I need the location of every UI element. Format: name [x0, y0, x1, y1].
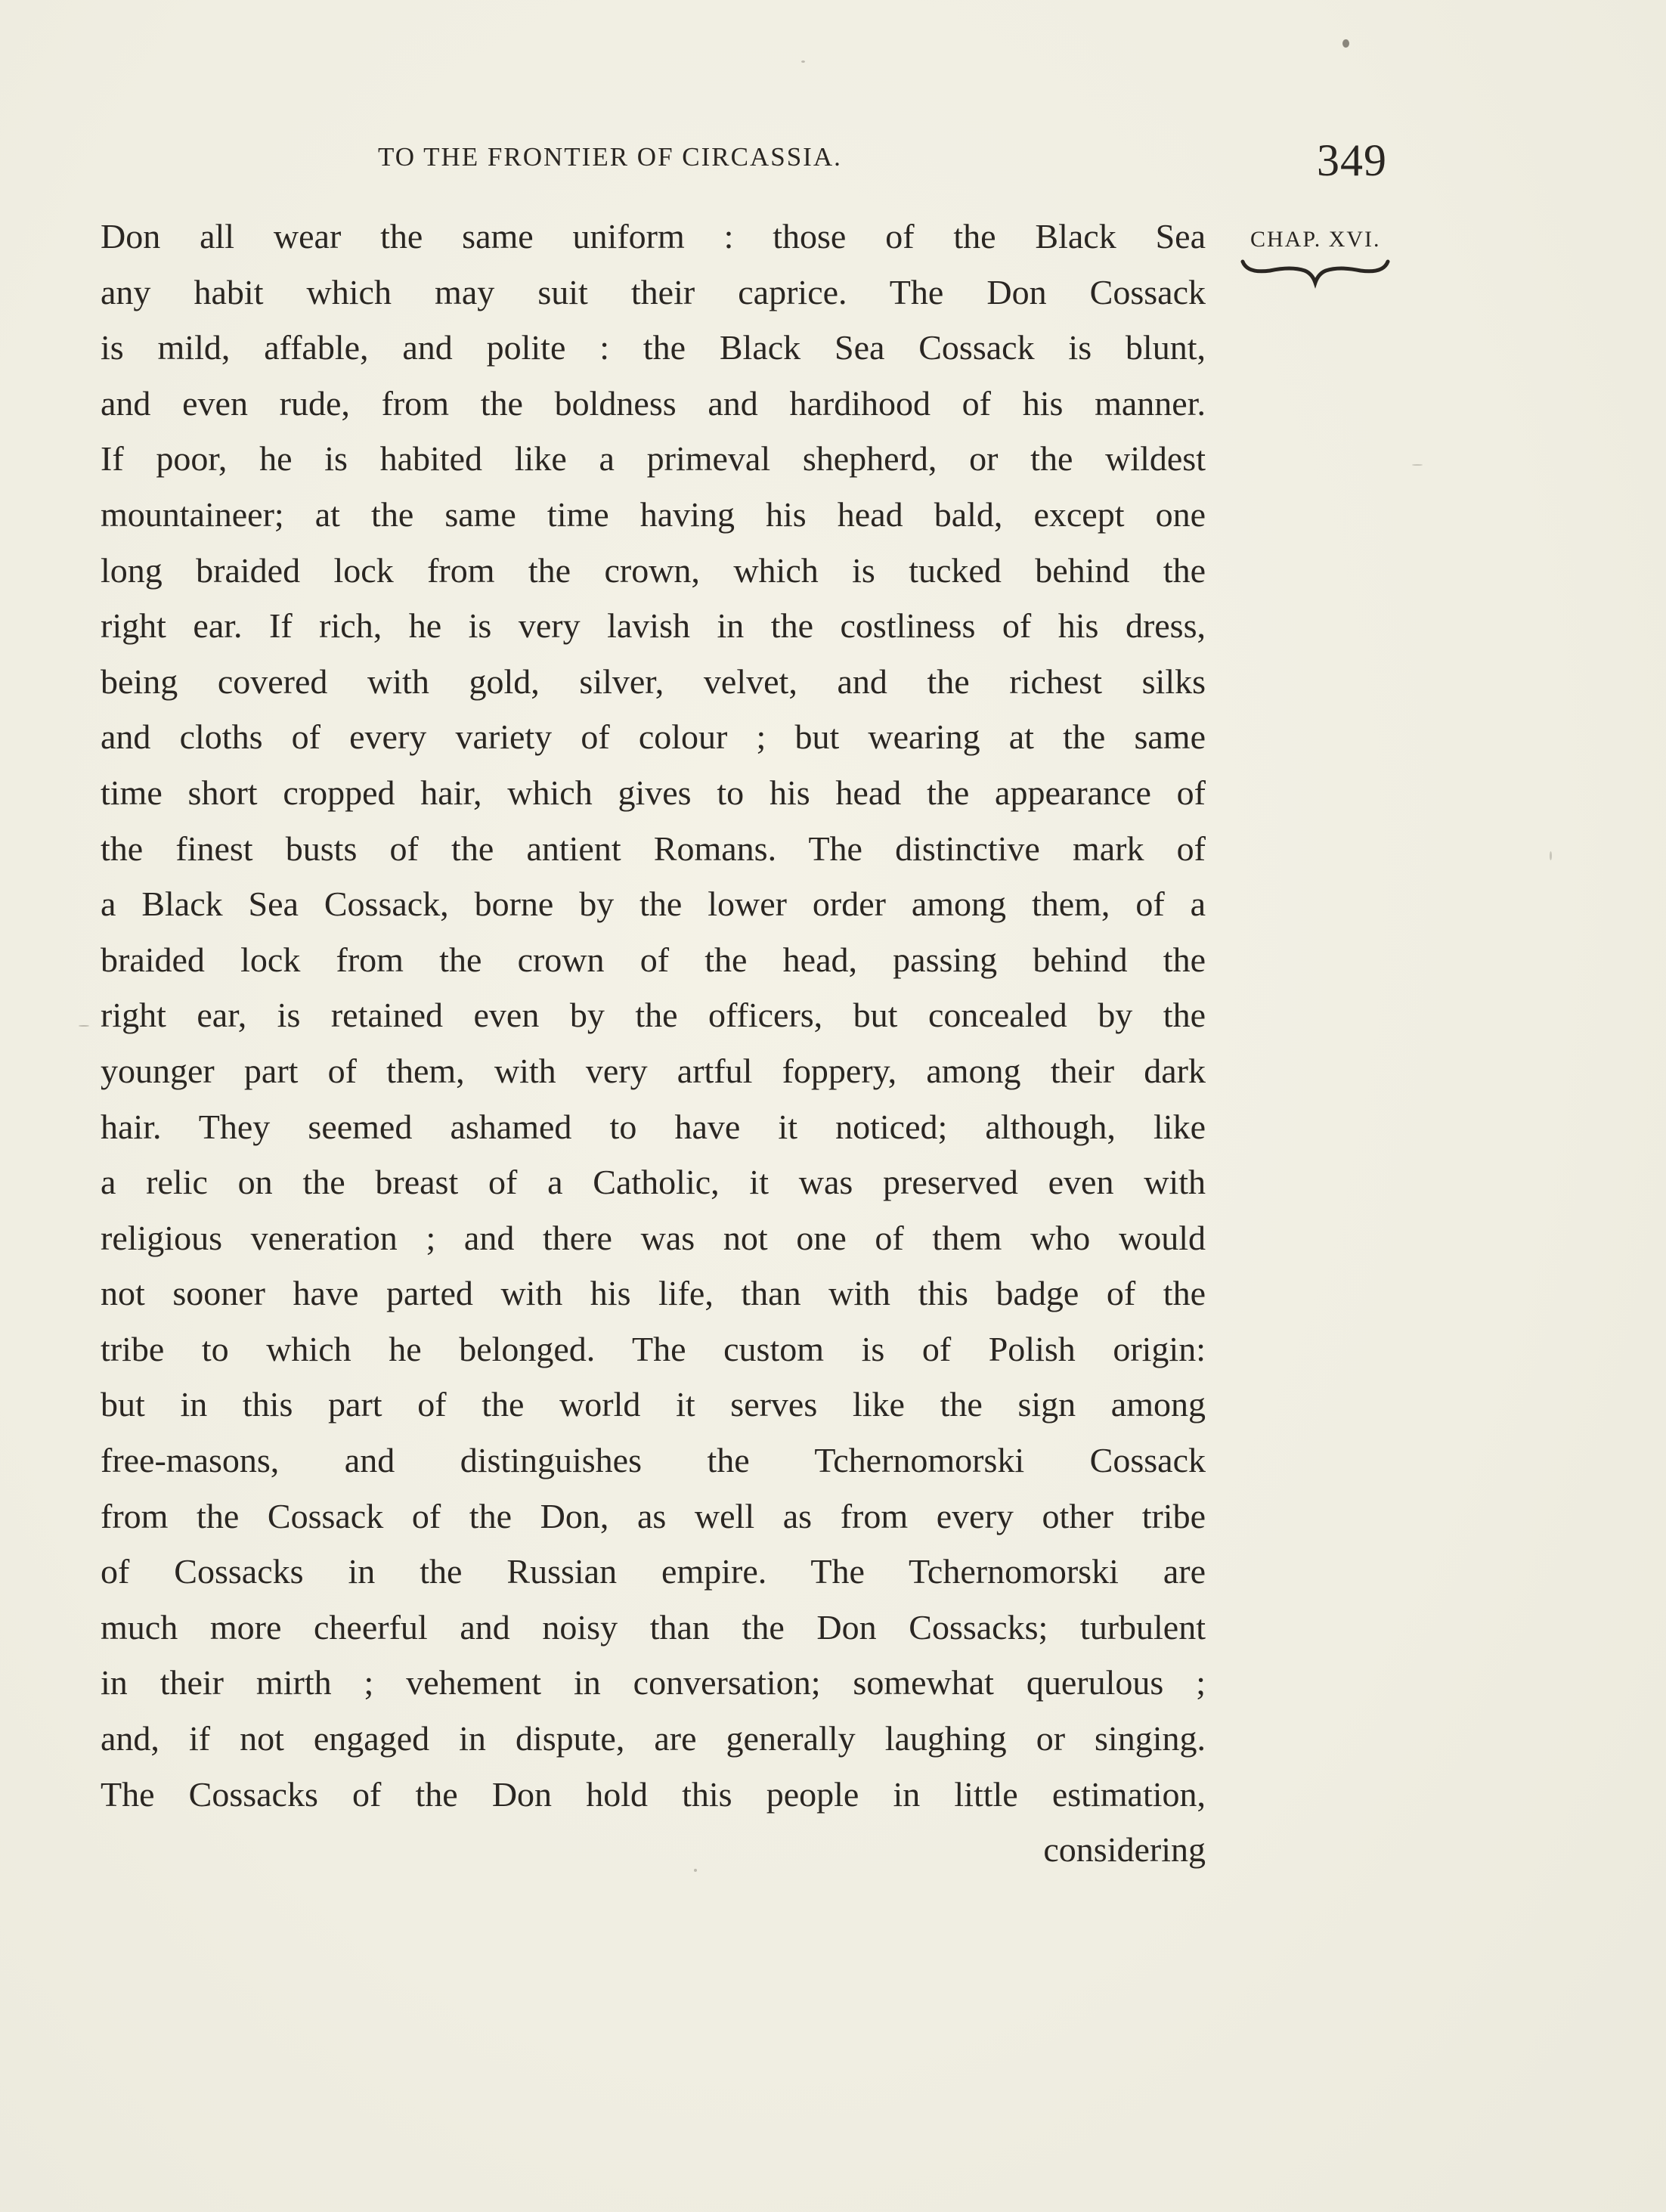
text-line: religious veneration ; and there was not one of them who would — [101, 1218, 1206, 1257]
text-line: in their mirth ; vehement in conversation; somewhat querulous ; — [101, 1663, 1206, 1702]
text-line: If poor, he is habited like a primeval shepherd, or the wildest — [101, 439, 1206, 479]
paper-speck — [694, 1869, 697, 1872]
text-line: hair. They seemed ashamed to have it noticed; although, like — [101, 1107, 1206, 1146]
text-line: and even rude, from the boldness and hardihood of his manner. — [101, 383, 1206, 423]
text-line: not sooner have parted with his life, than with this badge of the — [101, 1274, 1206, 1313]
text-line: the finest busts of the antient Romans. The distinctive mark of — [101, 829, 1206, 868]
text-line: a Black Sea Cossack, borne by the lower order among them, of a — [101, 884, 1206, 924]
paper-speck — [79, 1025, 89, 1027]
page-number: 349 — [1317, 135, 1387, 185]
text-line: right ear. If rich, he is very lavish in the costliness of his dress, — [101, 606, 1206, 646]
text-line: of Cossacks in the Russian empire. The Tchernomorski are — [101, 1552, 1206, 1591]
text-line: younger part of them, with very artful foppery, among their dark — [101, 1051, 1206, 1090]
text-line: any habit which may suit their caprice. The Don Cossack — [101, 272, 1206, 311]
paper-speck — [801, 60, 805, 63]
text-line: mountaineer; at the same time having his head bald, except one — [101, 494, 1206, 534]
text-line: much more cheerful and noisy than the Don Cossacks; turbulent — [101, 1607, 1206, 1647]
text-line: is mild, affable, and polite : the Black Sea Cossack is blunt, — [101, 328, 1206, 367]
text-line: time short cropped hair, which gives to his head the appearance of — [101, 773, 1206, 812]
text-line: free-masons, and distinguishes the Tchernomorski Cossack — [101, 1441, 1206, 1480]
text-line: The Cossacks of the Don hold this people in little estimation, — [101, 1774, 1206, 1814]
text-line: tribe to which he belonged. The custom is of Polish origin: — [101, 1329, 1206, 1368]
catchword: considering — [1043, 1830, 1206, 1870]
paper-speck — [1550, 851, 1552, 860]
text-line: long braided lock from the crown, which is tucked behind the — [101, 550, 1206, 590]
text-line: right ear, is retained even by the officers, but concealed by the — [101, 996, 1206, 1035]
body-text — [101, 209, 1206, 1878]
text-line: braided lock from the crown of the head, passing behind the — [101, 940, 1206, 979]
paper-speck — [1412, 464, 1423, 466]
text-line: Don all wear the same uniform : those of the Black Sea — [101, 217, 1206, 256]
text-line: a relic on the breast of a Catholic, it was preserved even with — [101, 1163, 1206, 1202]
chapter-brace-icon — [1240, 254, 1391, 292]
marginal-chapter-label: CHAP. XVI. — [1250, 227, 1381, 252]
text-line: and, if not engaged in dispute, are generally laughing or singing. — [101, 1719, 1206, 1758]
text-line: being covered with gold, silver, velvet, and the richest silks — [101, 661, 1206, 701]
paper-speck — [1342, 39, 1349, 48]
text-line: but in this part of the world it serves like the sign among — [101, 1385, 1206, 1424]
text-line: from the Cossack of the Don, as well as from every other tribe — [101, 1496, 1206, 1535]
running-head: TO THE FRONTIER OF CIRCASSIA. — [378, 142, 842, 172]
text-line: and cloths of every variety of colour ; but wearing at the same — [101, 717, 1206, 757]
